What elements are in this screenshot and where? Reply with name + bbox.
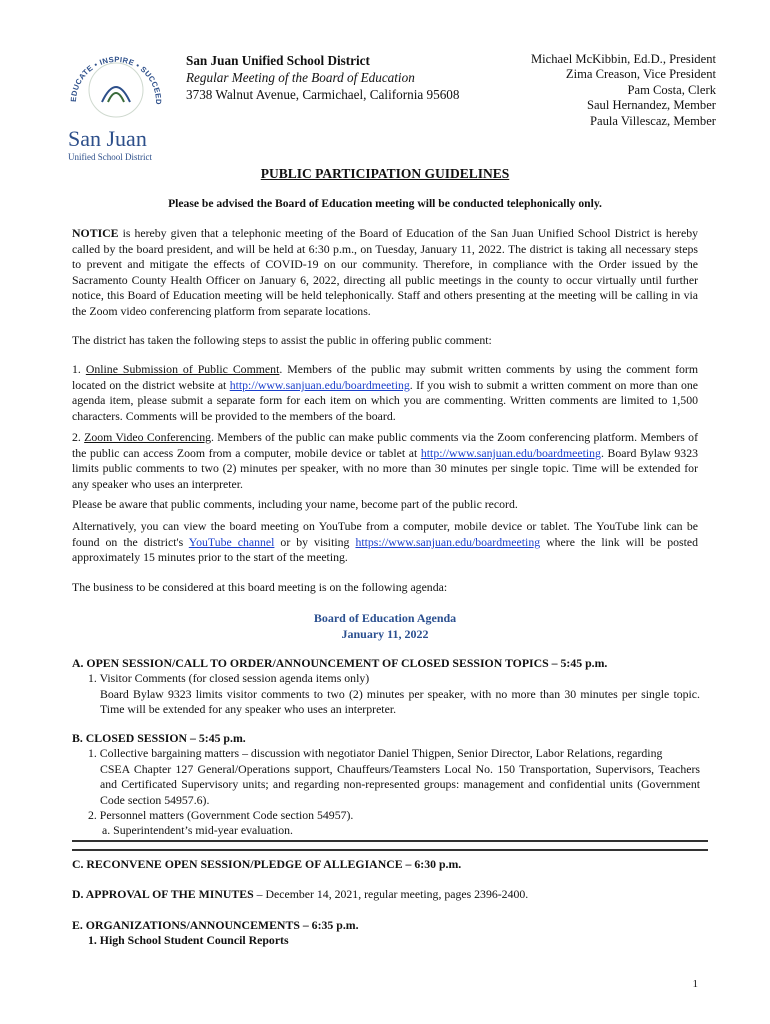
step-title: Online Submission of Public Comment [85, 362, 280, 376]
meeting-type: Regular Meeting of the Board of Education [186, 70, 415, 85]
section-heading: A. OPEN SESSION/CALL TO ORDER/ANNOUNCEMENT OF CLOSED SESSION TOPICS – 5:45 p.m. [72, 656, 608, 670]
youtube-paragraph: Alternatively, you can view the board meeting on YouTube from a computer, mobile device or tablet. The YouTube link can be found on the district's YouTube channel or by visiting https://www.sanjuan.edu/boardmeeting where the link will be posted approximately 15 minutes prior to the start of the meeting. [72, 519, 698, 565]
logo-emblem-icon [62, 42, 172, 164]
page-number: 1 [692, 978, 698, 990]
board-member: Paula Villescaz, Member [590, 113, 716, 128]
section-text: – December 14, 2021, regular meeting, pages 2396-2400. [253, 887, 529, 901]
meeting-header [186, 52, 460, 103]
page-title: PUBLIC PARTICIPATION GUIDELINES [260, 166, 510, 181]
agenda-item: 1. Visitor Comments (for closed session agenda items only) [88, 671, 370, 686]
step-title: Zoom Video Conferencing [84, 430, 212, 444]
agenda-section-d [72, 887, 700, 902]
agenda-section-e [72, 918, 700, 949]
logo-name: San Juan [68, 126, 147, 151]
board-member: Pam Costa, Clerk [627, 82, 716, 97]
section-heading: D. APPROVAL OF THE MINUTES [72, 887, 254, 901]
agenda-item-detail: CSEA Chapter 127 General/Operations support, Chauffeurs/Teamsters Local No. 150 Transportation, Supervisors, Teachers and Certificated Supervisory units; and regarding non-represented groups: management and confidential units (Government Code section 54957.6). [100, 761, 700, 807]
step-zoom-conferencing: 2. Zoom Video Conferencing. Members of the public can make public comments via the Zoom conferencing platform. Members of the public can access Zoom from a computer, mobile device or tablet at http://www.sanjuan.edu/boardmeeting. Board Bylaw 9323 limits public comments to two (2) minutes per speaker, with no more than 30 minutes per single topic. Time will be extended for any speaker who uses an interpreter. [72, 430, 698, 491]
agenda-subitem: a. Superintendent’s mid-year evaluation. [102, 823, 293, 838]
steps-intro: The district has taken the following steps to assist the public in offering public comment: [72, 333, 492, 347]
public-record-note: Please be aware that public comments, including your name, become part of the public record. [72, 497, 518, 511]
board-member: Saul Hernandez, Member [586, 98, 716, 113]
section-heading: C. RECONVENE OPEN SESSION/PLEDGE OF ALLEGIANCE – 6:30 p.m. [72, 857, 462, 871]
step-number: 1. [72, 362, 81, 376]
agenda-item: 1. Collective bargaining matters – discussion with negotiator Daniel Thigpen, Senior Director, Labor Relations, regarding [88, 746, 663, 761]
step-online-submission: 1. Online Submission of Public Comment. Members of the public may submit written comments by using the comment form located on the district website at http://www.sanjuan.edu/boardmeeting. If you wish to submit a written comment on more than one agenda item, please submit a separate form for each item on which you are commenting. Written comments are limited to 1,500 characters. Comments will be provided to the members of the board. [72, 362, 699, 423]
logo-subname: Unified School District [68, 152, 152, 162]
boardmeeting-link[interactable]: http://www.sanjuan.edu/boardmeeting [229, 377, 410, 392]
board-member: Michael McKibbin, Ed.D., President [530, 52, 716, 66]
board-member: Zima Creason, Vice President [565, 67, 716, 82]
district-logo [62, 42, 172, 164]
section-heading: B. CLOSED SESSION – 5:45 p.m. [72, 731, 246, 745]
step-number: 2. [72, 430, 81, 444]
agenda-section-a [72, 656, 700, 718]
agenda-section-b [72, 731, 700, 839]
agenda-section-c [72, 857, 700, 872]
agenda-item: 2. Personnel matters (Government Code section 54957). [88, 808, 354, 823]
boardmeeting-link[interactable]: https://www.sanjuan.edu/boardmeeting [355, 534, 541, 549]
advisory-notice: Please be advised the Board of Education meeting will be conducted telephonically only. [168, 197, 602, 210]
youtube-channel-link[interactable]: YouTube channel [188, 534, 275, 549]
business-intro: The business to be considered at this board meeting is on the following agenda: [72, 580, 448, 594]
agenda-date: January 11, 2022 [341, 626, 429, 641]
district-name: San Juan Unified School District [186, 53, 370, 68]
agenda-heading: Board of Education Agenda [313, 611, 457, 625]
agenda-item-detail: Board Bylaw 9323 limits visitor comments to two (2) minutes per speaker, with no more than 30 minutes per single topic. Time will be extended for any speaker who uses an interpreter. [100, 686, 700, 717]
logo-arc-text: EDUCATE • INSPIRE • SUCCEED [68, 54, 164, 105]
board-members [531, 52, 716, 129]
section-heading: E. ORGANIZATIONS/ANNOUNCEMENTS – 6:35 p.m. [72, 918, 359, 932]
section-divider [72, 840, 708, 851]
notice-paragraph [72, 226, 698, 320]
notice-text: is hereby given that a telephonic meeting of the Board of Education of the San Juan Unified School District is hereby called by the board president, and will be held at 6:30 p.m., on Tuesday, January 11, 2022. The district is taking all necessary steps to prevent and mitigate the effects of COVID-19 on our community. Therefore, in compliance with the Order issued by the Sacramento County Health Officer on January 6, 2022, directing all public meetings in the county to occur virtually until further notice, this Board of Education meeting will be held telephonically. Staff and others presenting at the meeting will be calling in via the Zoom video conferencing platform from separate locations. [72, 226, 698, 318]
agenda-item: 1. High School Student Council Reports [88, 933, 289, 948]
agenda-title [0, 611, 770, 642]
district-address: 3738 Walnut Avenue, Carmichael, California 95608 [186, 87, 460, 102]
boardmeeting-link[interactable]: http://www.sanjuan.edu/boardmeeting [420, 445, 601, 460]
notice-lead: NOTICE [72, 226, 119, 240]
